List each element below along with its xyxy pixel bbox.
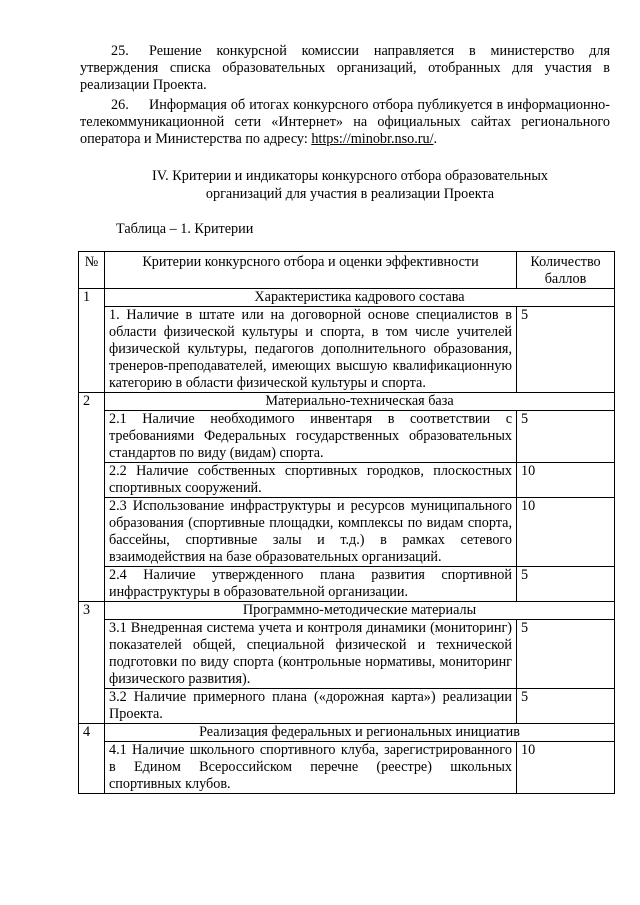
criterion-row xyxy=(79,567,615,602)
section-title: Характеристика кадрового состава xyxy=(105,289,615,307)
criterion-text: 2.3 Использование инфраструктуры и ресурсов муниципального образования (спортивные площадки, комплексы по видам спорта, бассейны, спортивные залы и т.д.) в рамках сетевого взаимодействия на базе образовательных организаций. xyxy=(105,498,517,567)
section-title: Реализация федеральных и региональных инициатив xyxy=(105,724,615,742)
header-criteria: Критерии конкурсного отбора и оценки эффективности xyxy=(105,252,517,289)
criterion-row xyxy=(79,742,615,794)
section-title: Материально-техническая база xyxy=(105,393,615,411)
section-number: 1 xyxy=(79,289,105,393)
criterion-points: 5 xyxy=(517,689,615,724)
criterion-text: 2.4 Наличие утвержденного плана развития спортивной инфраструктуры в образовательной организации. xyxy=(105,567,517,602)
criteria-table xyxy=(78,251,615,794)
criterion-text: 3.2 Наличие примерного плана («дорожная карта») реализации Проекта. xyxy=(105,689,517,724)
criterion-row xyxy=(79,463,615,498)
section-title: Программно-методические материалы xyxy=(105,602,615,620)
criterion-text: 2.1 Наличие необходимого инвентаря в соответствии с требованиями Федеральных государственных образовательных стандартов по виду (видам) спорта. xyxy=(105,411,517,463)
section-heading xyxy=(110,167,590,203)
criterion-row xyxy=(79,620,615,689)
criterion-points: 5 xyxy=(517,567,615,602)
table-caption: Таблица – 1. Критерии xyxy=(116,221,254,237)
header-points: Количество баллов xyxy=(517,252,615,289)
criterion-row xyxy=(79,689,615,724)
section-heading-line2: организаций для участия в реализации Проекта xyxy=(205,186,495,202)
header-number: № xyxy=(79,252,105,289)
criterion-text: 3.1 Внедренная система учета и контроля динамики (мониторинг) показателей общей, специальной физической и технической подготовки по виду спорта (контрольные нормативы, мониторинг физического развития). xyxy=(105,620,517,689)
section-row xyxy=(79,602,615,620)
table-header-row xyxy=(79,252,615,289)
paragraph-text: Решение конкурсной комиссии направляется в министерство для утверждения списка образовательных организаций, отобранных для участия в реализации Проекта. xyxy=(80,43,610,93)
section-heading-line1: IV. Критерии и индикаторы конкурсного отбора образовательных xyxy=(152,168,548,184)
section-number: 3 xyxy=(79,602,105,724)
section-row xyxy=(79,289,615,307)
criterion-text: 2.2 Наличие собственных спортивных городков, плоскостных спортивных сооружений. xyxy=(105,463,517,498)
paragraph-number: 25. xyxy=(111,43,129,59)
criterion-row xyxy=(79,411,615,463)
criterion-text: 4.1 Наличие школьного спортивного клуба, зарегистрированного в Едином Всероссийском перечне (реестре) школьных спортивных клубов. xyxy=(105,742,517,794)
criterion-points: 10 xyxy=(517,742,615,794)
criterion-points: 5 xyxy=(517,307,615,393)
criterion-text: 1. Наличие в штате или на договорной основе специалистов в области физической культуры и спорта, в том числе учителей физической культуры, педагогов дополнительного образования, тренеров-преподавателей, имеющих высшую квалификационную категорию в области физической культуры и спорта. xyxy=(105,307,517,393)
section-row xyxy=(79,393,615,411)
paragraph-tail: . xyxy=(433,131,438,147)
paragraph-number: 26. xyxy=(111,97,129,113)
criterion-row xyxy=(79,307,615,393)
criterion-points: 5 xyxy=(517,620,615,689)
section-number: 2 xyxy=(79,393,105,602)
criterion-points: 5 xyxy=(517,411,615,463)
paragraph-text: Информация об итогах конкурсного отбора публикуется в информационно-телекоммуникационной сети «Интернет» на официальных сайтах регионального оператора и Министерства по адресу: xyxy=(80,97,610,147)
paragraph-26 xyxy=(80,97,610,148)
criterion-points: 10 xyxy=(517,498,615,567)
ministry-website-link[interactable]: https://minobr.nso.ru/ xyxy=(311,131,434,147)
criterion-points: 10 xyxy=(517,463,615,498)
criterion-row xyxy=(79,498,615,567)
section-row xyxy=(79,724,615,742)
section-number: 4 xyxy=(79,724,105,794)
table-body xyxy=(79,289,615,794)
paragraph-25 xyxy=(80,43,610,94)
